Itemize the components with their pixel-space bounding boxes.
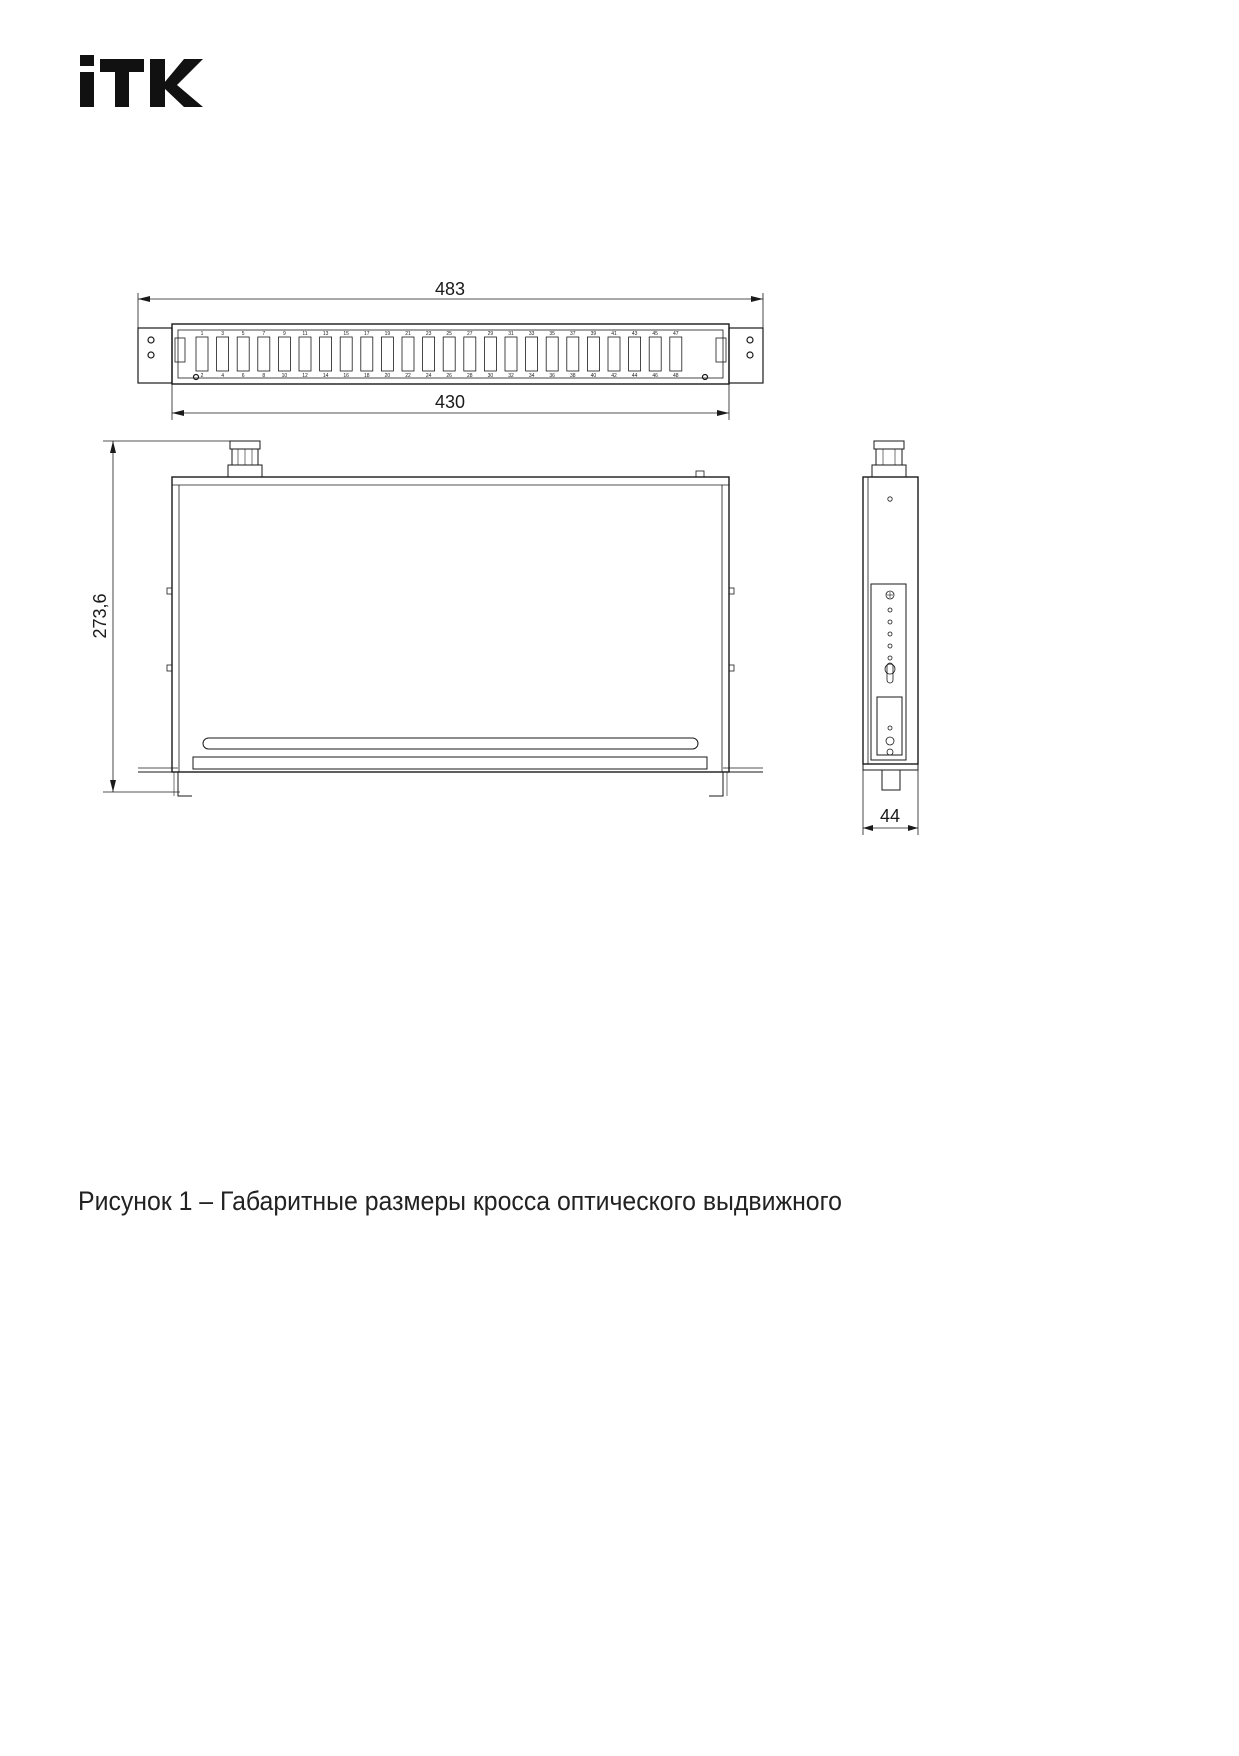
port-slot [567,337,579,371]
port-number-top: 11 [302,331,308,337]
port-number-top: 15 [343,331,349,337]
port-slot [587,337,599,371]
port-slot [320,337,332,371]
port-number-bottom: 20 [384,373,391,379]
port-number-bottom: 32 [508,373,514,379]
port-number-bottom: 24 [425,373,432,379]
port-number-top: 27 [467,331,473,337]
port-number-top: 1 [200,331,204,337]
port-slot [278,337,290,371]
port-number-bottom: 18 [364,373,370,379]
port-number-top: 17 [364,331,370,337]
port-number-top: 3 [221,331,224,337]
port-slot [340,337,352,371]
port-number-bottom: 42 [611,373,617,379]
port-number-top: 45 [652,331,658,337]
port-number-bottom: 30 [487,373,494,379]
port-slot [443,337,455,371]
port-number-bottom: 4 [221,373,224,379]
port-number-top: 13 [322,331,329,337]
port-number-top: 23 [425,331,432,337]
port-slot [464,337,476,371]
port-number-top: 29 [487,331,494,337]
port-number-bottom: 26 [446,373,452,379]
port-number-bottom: 44 [631,373,638,379]
port-number-top: 25 [446,331,452,337]
port-number-top: 47 [673,331,679,337]
port-number-bottom: 6 [241,373,245,379]
port-number-top: 9 [283,331,286,337]
port-slot [258,337,270,371]
port-number-top: 21 [405,331,411,337]
port-slot [649,337,661,371]
dimension-273-label: 273,6 [90,593,110,639]
port-number-top: 7 [262,331,266,337]
port-number-bottom: 22 [405,373,411,379]
port-number-bottom: 8 [262,373,266,379]
port-number-bottom: 40 [590,373,597,379]
port-number-bottom: 46 [652,373,658,379]
port-slot [629,337,641,371]
port-slot [196,337,208,371]
port-slot [237,337,249,371]
port-number-top: 33 [528,331,535,337]
port-number-top: 39 [590,331,597,337]
dimension-44-label: 44 [879,806,901,826]
port-number-bottom: 2 [200,373,204,379]
port-slot [526,337,538,371]
port-number-bottom: 34 [528,373,535,379]
port-slot [608,337,620,371]
port-number-top: 19 [384,331,391,337]
port-slot [381,337,393,371]
port-number-top: 41 [611,331,617,337]
port-slot [670,337,682,371]
port-slot [423,337,435,371]
port-number-bottom: 38 [570,373,576,379]
port-slot [505,337,517,371]
port-number-bottom: 12 [302,373,308,379]
port-number-bottom: 16 [343,373,349,379]
dimension-483-label: 483 [434,279,466,299]
port-number-top: 37 [570,331,576,337]
port-slot [546,337,558,371]
port-slots [196,337,682,371]
port-slot [361,337,373,371]
port-number-bottom: 28 [467,373,473,379]
figure-caption: Рисунок 1 – Габаритные размеры кросса оптического выдвижного [78,1186,842,1216]
port-slot [217,337,229,371]
port-number-bottom: 10 [281,373,288,379]
port-number-top: 43 [631,331,638,337]
dimension-430-label: 430 [434,392,466,412]
top-view [103,441,763,796]
port-number-top: 5 [241,331,245,337]
port-number-top: 35 [549,331,555,337]
port-number-bottom: 48 [673,373,679,379]
port-number-bottom: 14 [322,373,329,379]
port-number-bottom: 36 [549,373,555,379]
port-labels [201,331,679,379]
port-number-top: 31 [508,331,514,337]
port-slot [299,337,311,371]
port-slot [484,337,496,371]
side-view [863,441,918,835]
port-slot [402,337,414,371]
